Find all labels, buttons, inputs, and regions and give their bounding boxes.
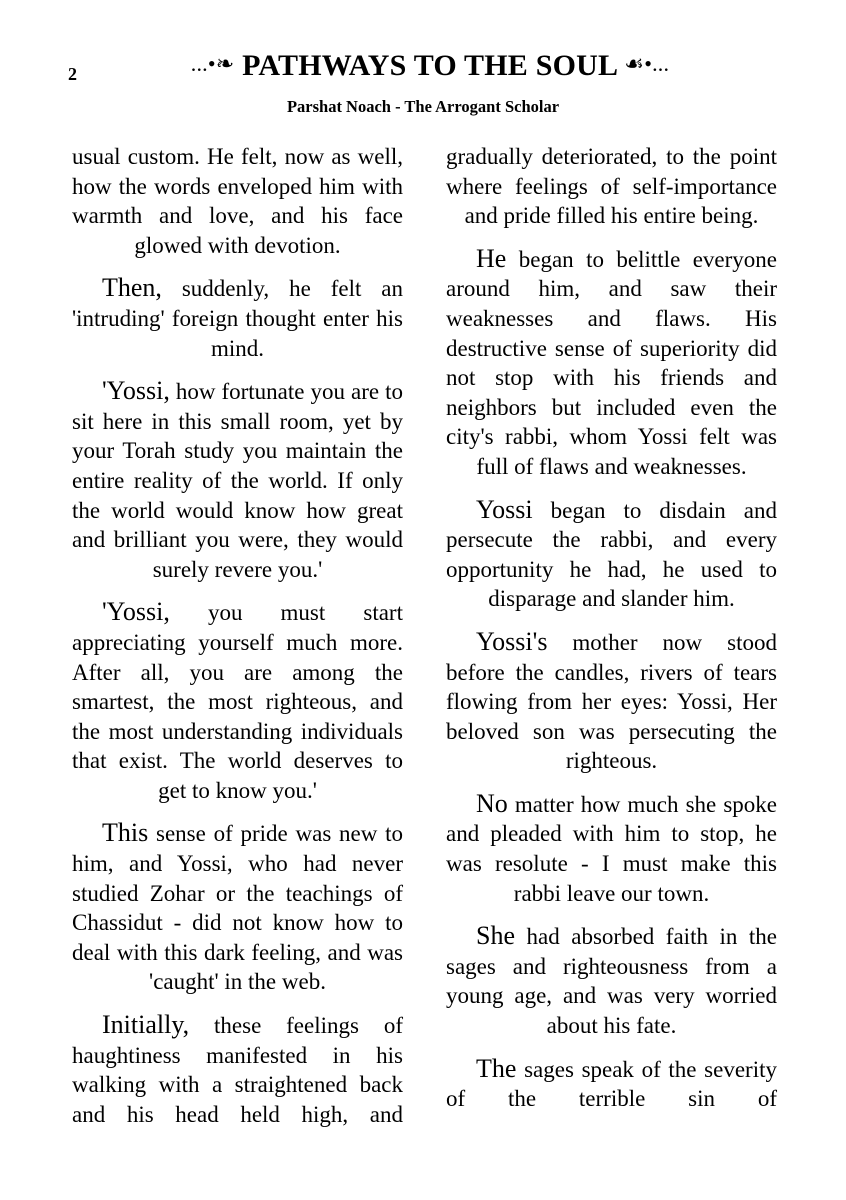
- paragraph: [72, 597, 403, 805]
- paragraph-text: began to disdain and persecute the rabbi, and every opportunity he had, he used to disparage and slander him.: [446, 497, 777, 612]
- chapter-subtitle: Parshat Noach - The Arrogant Scholar: [286, 97, 560, 116]
- page-number: 2: [68, 64, 77, 84]
- lead-word: Initially,: [102, 1010, 190, 1040]
- paragraph: [446, 627, 777, 776]
- paragraph: [446, 244, 777, 482]
- paragraph: [446, 789, 777, 908]
- paragraph: [446, 142, 777, 231]
- lead-word: The: [476, 1053, 517, 1083]
- lead-word: She: [476, 921, 515, 951]
- left-column: [72, 142, 403, 1142]
- paragraph-text: these feelings of haughtiness manifested in his walking with a straightened back and his head held high, and: [72, 1013, 403, 1127]
- paragraph-text: had absorbed faith in the sages and righteousness from a young age, and was very worried about his fate.: [446, 924, 777, 1039]
- paragraph: [72, 818, 403, 997]
- right-column: [446, 142, 777, 1127]
- paragraph: [446, 1054, 777, 1114]
- paragraph-text: you must start appreciating yourself much more. After all, you are among the smartest, the most righteous, and the most understanding individuals that exist. The world deserves to get to know you.': [72, 600, 403, 803]
- lead-word: Then,: [102, 273, 162, 303]
- paragraph: [72, 1010, 403, 1129]
- paragraph: [446, 495, 777, 614]
- paragraph-text: sages speak of the severity of the terrible sin of: [446, 1056, 777, 1112]
- lead-word: Yossi's: [476, 626, 548, 656]
- paragraph-text: mother now stood before the candles, rivers of tears flowing from her eyes: Yossi, Her beloved son was persecuting the righteous.: [446, 629, 777, 774]
- lead-word: This: [102, 818, 149, 848]
- paragraph: [72, 376, 403, 584]
- lead-word: He: [476, 243, 507, 273]
- paragraph-text: gradually deteriorated, to the point where feelings of self-importance and pride filled his entire being.: [446, 144, 777, 229]
- lead-word: Yossi: [476, 494, 533, 524]
- paragraph: [72, 142, 403, 260]
- paragraph-text: began to belittle everyone around him, and saw their weaknesses and flaws. His destructive sense of superiority did not stop with his friends and neighbors but included even the city's rabbi, whom Yossi felt was full of flaws and weaknesses.: [446, 246, 777, 479]
- paragraph-text: matter how much she spoke and pleaded with him to stop, he was resolute - I must make this rabbi leave our town.: [446, 791, 777, 906]
- paragraph: [72, 273, 403, 363]
- book-title: PATHWAYS TO THE SOUL: [242, 49, 617, 82]
- paragraph-text: suddenly, he felt an 'intruding' foreign thought enter his mind.: [72, 276, 403, 361]
- right-ornament: ☙•...: [624, 51, 670, 76]
- lead-word: 'Yossi,: [102, 376, 170, 406]
- paragraph-text: how fortunate you are to sit here in this small room, yet by your Torah study you maintain the entire reality of the world. If only the world would know how great and brilliant you were, they would surely revere you.': [72, 379, 403, 582]
- paragraph-text: usual custom. He felt, now as well, how the words enveloped him with warmth and love, and his face glowed with devotion.: [72, 144, 403, 258]
- lead-word: 'Yossi,: [102, 597, 170, 627]
- paragraph: [446, 921, 777, 1040]
- left-ornament: ...•❧: [190, 51, 235, 76]
- paragraph-text: sense of pride was new to him, and Yossi, who had never studied Zohar or the teachings of Chassidut - did not know how to deal with this dark feeling, and was 'caught' in the web.: [72, 821, 403, 995]
- page-header: [130, 49, 730, 83]
- lead-word: No: [476, 788, 508, 818]
